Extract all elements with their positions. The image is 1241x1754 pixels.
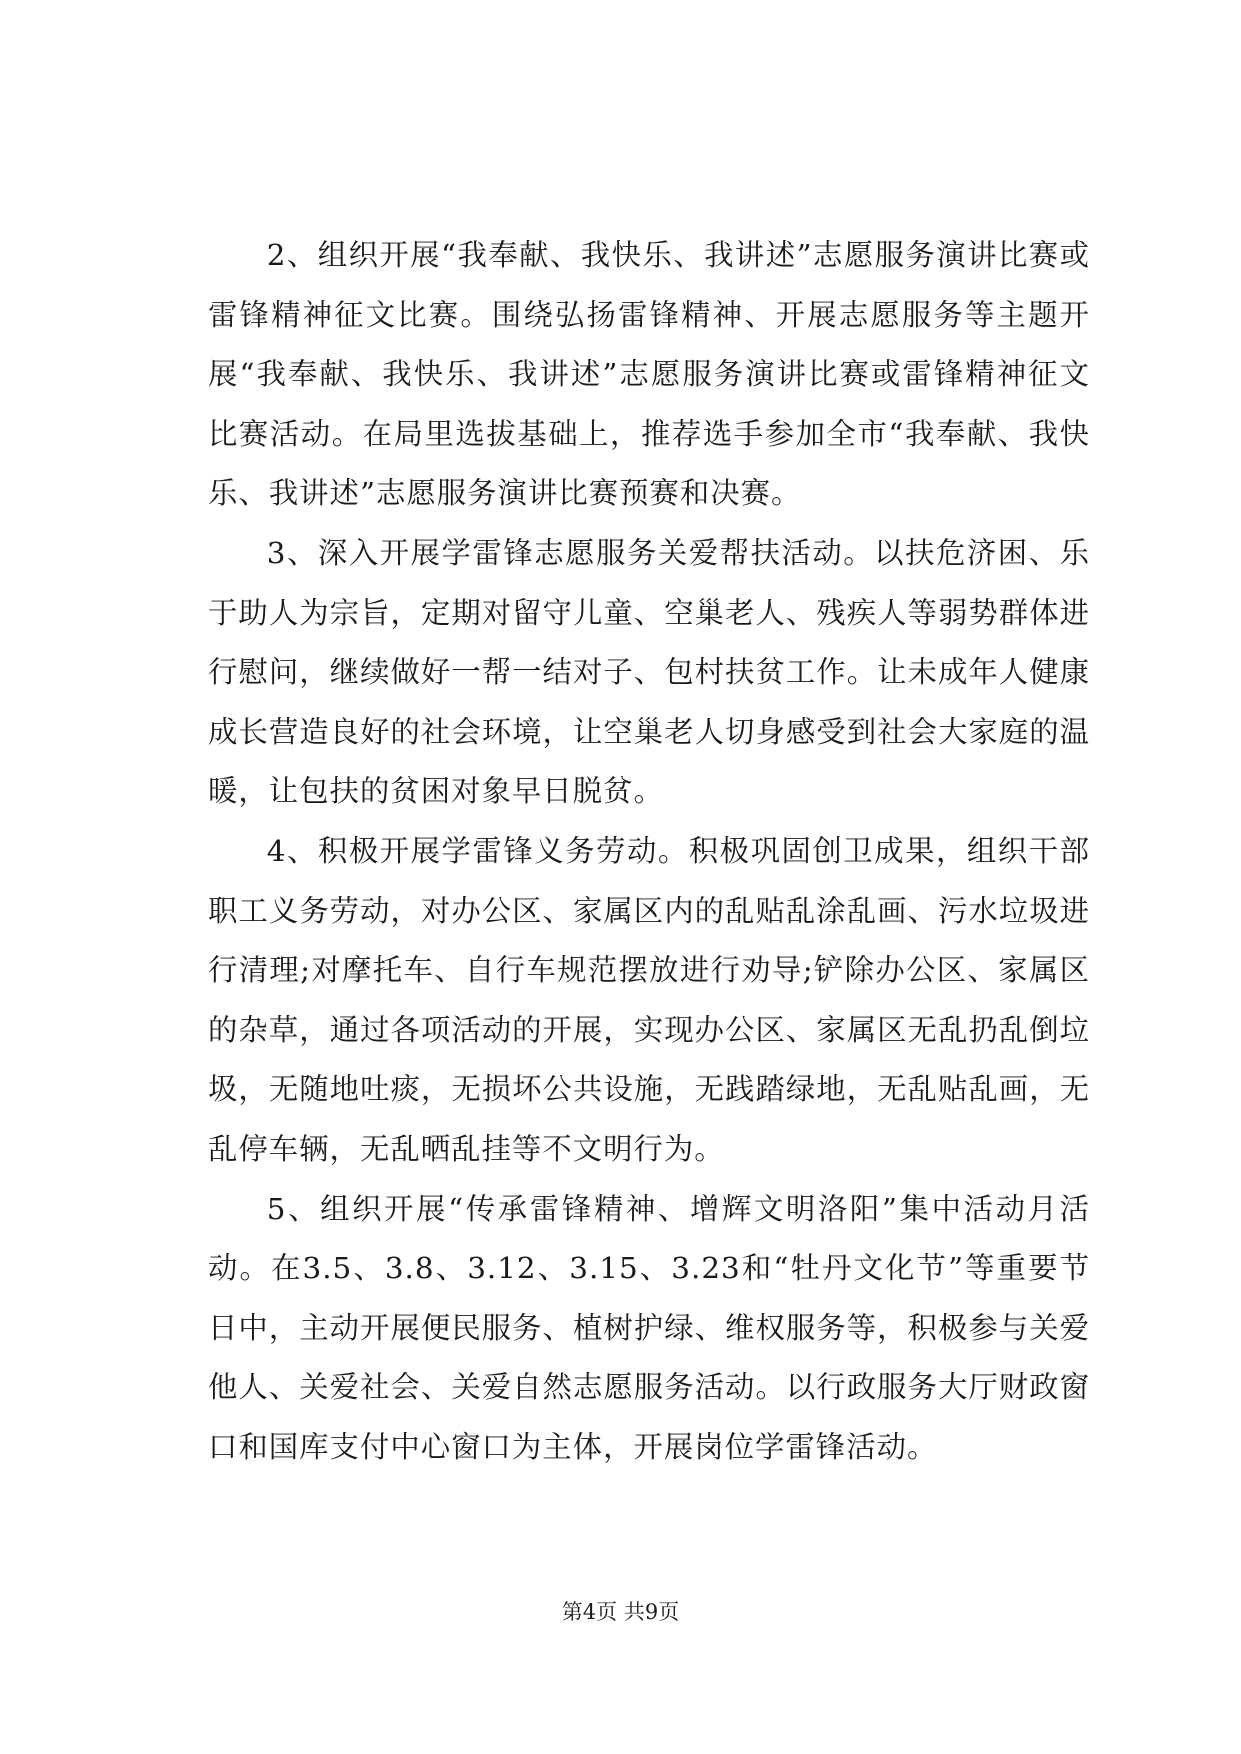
paragraph-item-3: 3、深入开展学雷锋志愿服务关爱帮扶活动。以扶危济困、乐于助人为宗旨，定期对留守儿童、空巢老人、残疾人等弱势群体进行慰问，继续做好一帮一结对子、包村扶贫工作。让未成年人健康成长营造良好的社会环境，让空巢老人切身感受到社会大家庭的温暖，让包扶的贫困对象早日脱贫。 — [208, 535, 1090, 809]
paragraph-item-4: 4、积极开展学雷锋义务劳动。积极巩固创卫成果，组织干部职工义务劳动，对办公区、家属区内的乱贴乱涂乱画、污水垃圾进行清理;对摩托车、自行车规范摆放进行劝导;铲除办公区、家属区的杂草，通过各项活动的开展，实现办公区、家属区无乱扔乱倒垃圾，无随地吐痰，无损坏公共设施，无践踏绿地，无乱贴乱画，无乱停车辆，无乱晒乱挂等不文明行为。 — [208, 833, 1090, 1166]
paragraph-item-2: 2、组织开展“我奉献、我快乐、我讲述”志愿服务演讲比赛或雷锋精神征文比赛。围绕弘扬雷锋精神、开展志愿服务等主题开展“我奉献、我快乐、我讲述”志愿服务演讲比赛或雷锋精神征文比赛活动。在局里选拔基础上，推荐选手参加全市“我奉献、我快乐、我讲述”志愿服务演讲比赛预赛和决赛。 — [208, 238, 1090, 511]
document-body — [208, 226, 1090, 1477]
page-number-footer: 第4页 共9页 — [561, 1600, 680, 1624]
paragraph-item-5: 5、组织开展“传承雷锋精神、增辉文明洛阳”集中活动月活动。在3.5、3.8、3.12、3.15、3.23和“牡丹文化节”等重要节日中，主动开展便民服务、植树护绿、维权服务等，积极参与关爱他人、关爱社会、关爱自然志愿服务活动。以行政服务大厅财政窗口和国库支付中心窗口为主体，开展岗位学雷锋活动。 — [208, 1191, 1090, 1464]
